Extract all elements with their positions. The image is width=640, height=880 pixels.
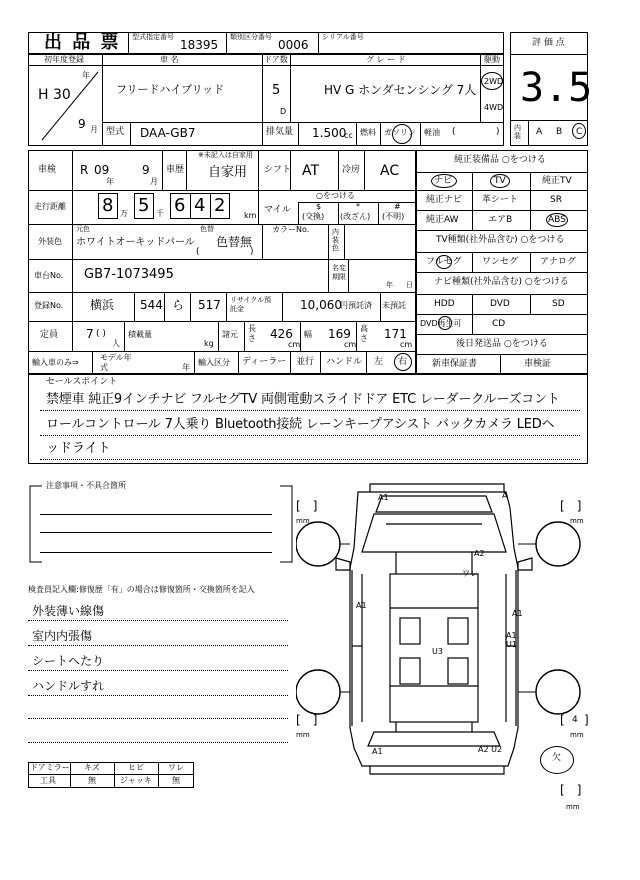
interior-grade-a: A — [536, 127, 543, 137]
navi-cd: CD — [492, 319, 506, 329]
chassis-label: 車台No. — [34, 271, 64, 280]
fuel-paren-right: ) — [496, 127, 500, 137]
note-item-3: シートヘたり — [32, 654, 105, 668]
handle-label: ハンドル — [326, 357, 363, 367]
first-reg-label: 初年度登録 — [44, 55, 84, 64]
equip-abs: ABS — [548, 215, 566, 225]
exchange-label: (交換) — [302, 212, 325, 221]
reg-number: 517 — [198, 298, 221, 312]
grade-label: グ レ ー ド — [366, 55, 406, 64]
import-parallel: 並行 — [296, 357, 315, 367]
legend-crack: ヒビ — [128, 763, 144, 772]
grade-value: HV G ホンダセンシング 7人 — [324, 83, 477, 97]
height-unit: cm — [400, 340, 413, 349]
length-value: 426 — [270, 327, 293, 341]
tv-fullseg-circle — [436, 255, 452, 269]
note-item-1: 外装薄い線傷 — [32, 604, 105, 618]
tv-oneseg: ワンセグ — [482, 257, 519, 267]
inspector-note-label: 検査員記入欄:修復歴「有」の場合は修復箇所・交換箇所を記入 — [28, 585, 255, 594]
tire-rr-value: 4 — [572, 715, 578, 725]
cc-unit: cc — [344, 131, 353, 140]
cooling-value: AC — [380, 163, 400, 179]
page-title: 出 品 票 — [44, 32, 121, 53]
first-reg-year: H 30 — [38, 87, 71, 103]
length-label: 長さ — [248, 324, 256, 343]
sales-line-1: 禁煙車 純正9インチナビ フルセグTV 両側電動スライドドア ETC レーダークルーズコント — [46, 392, 560, 407]
recycle-label: リサイクル預託金 — [230, 296, 272, 313]
equip-tv: TV — [494, 176, 506, 186]
reg-label: 登録No. — [34, 301, 64, 310]
genuine-equip-title: 純正装備品 ○をつける — [454, 155, 546, 165]
later-delivery-title: 後日発送品 ○をつける — [456, 339, 548, 349]
first-reg-month: 9 — [78, 117, 86, 131]
legend-door-mirror: ドアミラー — [30, 763, 70, 772]
tire-rr-unit: mm — [570, 731, 584, 739]
capacity-value: 7 — [86, 327, 94, 341]
mileage-digit-1: 8 — [102, 195, 114, 216]
later-inspection-cert: 車検証 — [524, 359, 552, 369]
navi-dvd-playback-circle — [438, 316, 452, 330]
shift-label: シフト — [264, 165, 292, 175]
inspection-year-mark: 年 — [106, 177, 114, 186]
note-item-2: 室内内張傷 — [32, 629, 93, 643]
fuel-gasoline: ガソリン — [384, 128, 416, 137]
legend-scratch: キズ — [84, 763, 100, 772]
later-warranty: 新車保証書 — [432, 359, 478, 369]
displacement-label: 排気量 — [266, 127, 294, 137]
navi-sd: SD — [552, 299, 565, 309]
inspection-era: R — [80, 163, 89, 177]
mileage-digit-5: 2 — [214, 195, 226, 216]
drive-4wd: 4WD — [484, 103, 504, 112]
tv-type-title: TV種類(社外品含む) ○をつける — [436, 235, 565, 245]
original-color-label: 元色 — [76, 225, 90, 233]
handle-left: 左 — [374, 357, 384, 367]
color-number-label: カラーNo. — [272, 225, 310, 234]
drive-2wd-circle — [481, 72, 503, 90]
width-value: 169 — [328, 327, 351, 341]
equip-genuine-navi: 純正ナビ — [426, 195, 463, 205]
equip-airbag: エアB — [488, 215, 513, 225]
tire-rl-bracket: [] — [296, 713, 330, 727]
legend-jack-value: 無 — [172, 776, 180, 785]
history-note: ※未記入は自家用 — [198, 151, 253, 159]
damage-mark-front-a1: A1 — [378, 493, 389, 502]
history-label: 車歴 — [166, 165, 185, 175]
original-color: ホワイトオーキッドパール — [76, 237, 195, 248]
dollar-mark: $ — [316, 202, 322, 211]
spare-unit: mm — [566, 803, 580, 811]
door-sub: D — [280, 107, 287, 116]
mileage-man: 万 — [120, 209, 128, 218]
mileage-label: 走行距離 — [34, 202, 66, 211]
damage-mark-left-a1: A1 — [356, 601, 367, 610]
equip-genuine-tv: 純正TV — [542, 176, 572, 186]
unknown-mark: # — [394, 202, 401, 211]
repaint-label: 色替 — [200, 225, 214, 233]
doors-label: ドア数 — [264, 55, 288, 64]
name-change-day: 日 — [406, 281, 413, 289]
tamper-mark: * — [356, 202, 360, 211]
tv-fullseg: フルセグ — [426, 257, 462, 267]
legend-tools: 工具 — [40, 776, 56, 785]
tire-rl-unit: mm — [296, 731, 310, 739]
score-value: 3.5 — [520, 65, 593, 111]
import-only-label: 輸入車のみ⇒ — [32, 358, 79, 367]
capacity-unit: 人 — [112, 339, 120, 348]
tire-rr-bracket-close: ] — [584, 713, 589, 727]
fuel-diesel: 軽油 — [424, 128, 440, 137]
tire-rr-bracket: [ — [560, 713, 565, 727]
legend-break: ワレ — [168, 763, 184, 772]
reg-kana: ら — [172, 298, 185, 312]
dimension-label: 諸元 — [222, 330, 238, 339]
tire-fr-unit: mm — [570, 517, 584, 525]
navi-dvd: DVD — [490, 299, 510, 309]
height-value: 171 — [384, 327, 407, 341]
model-label: 型式 — [106, 127, 125, 137]
fuel-paren-left: ( — [452, 127, 456, 137]
equip-sunroof: SR — [550, 195, 562, 205]
drive-label: 駆動 — [484, 55, 500, 64]
fuel-gasoline-circle — [392, 124, 412, 144]
mileage-sen: 千 — [156, 209, 164, 218]
grade-c-circle — [572, 123, 586, 139]
serial-number-label: シリアル番号 — [322, 33, 364, 41]
equip-navi: ナビ — [434, 176, 453, 186]
spare-tire-status: 欠 — [552, 753, 562, 763]
category-number-value: 0006 — [278, 38, 309, 52]
mileage-km: km — [244, 211, 257, 220]
equip-genuine-aw: 純正AW — [426, 215, 459, 225]
mileage-digit-4: 4 — [194, 195, 206, 216]
interior-grade-c: C — [576, 127, 583, 137]
drive-2wd: 2WD — [484, 77, 504, 86]
load-label: 積載量 — [128, 330, 152, 339]
equip-leather: 革シート — [482, 195, 519, 205]
mile-label: マイル — [264, 205, 291, 215]
damage-mark-rear-a2u2: A2 U2 — [478, 745, 503, 754]
mileage-digit-2: 5 — [138, 195, 150, 216]
damage-mark-front-a: A — [502, 491, 508, 500]
load-unit: kg — [204, 339, 214, 348]
reg-class: 544 — [140, 298, 163, 312]
door-count: 5 — [272, 83, 281, 98]
recycle-paid: 円預託済 — [340, 301, 372, 310]
interior-grade-b: B — [556, 127, 563, 137]
first-reg-month-mark: 月 — [90, 125, 98, 134]
capacity-label: 定員 — [40, 330, 59, 340]
caution-label: 注意事項・不具合箇所 — [46, 481, 126, 490]
spare-bracket: [] — [560, 783, 594, 797]
capacity-paren: ( ) — [96, 329, 106, 339]
equip-navi-circle — [431, 174, 457, 188]
navi-type-title: ナビ種類(社外品含む) ○をつける — [434, 277, 569, 287]
recycle-unpaid: 未預託 — [382, 301, 406, 310]
model-year-label: モデル年式 — [100, 353, 132, 372]
sales-points-label: セールスポイント — [46, 377, 118, 387]
damage-mark-right-door-u1: U1 — [506, 640, 517, 649]
length-unit: cm — [288, 340, 301, 349]
height-label: 高さ — [360, 324, 368, 343]
model-year-mark: 年 — [182, 363, 190, 372]
tire-fl-unit: mm — [296, 517, 310, 525]
mileage-digit-3: 6 — [174, 195, 186, 216]
type-designation-value: 18395 — [180, 38, 219, 52]
sales-line-2: ロールコントロール 7人乗り Bluetooth接続 レーンキープアシスト バックカメラ LEDヘ — [46, 417, 555, 432]
note-item-4: ハンドルすれ — [32, 679, 105, 693]
import-kind-label: 輸入区分 — [198, 358, 230, 367]
sales-line-3: ッドライト — [46, 441, 111, 456]
displacement-value: 1.500 — [312, 126, 347, 140]
damage-mark-rear-a1: A1 — [372, 747, 383, 756]
repaint-paren-left: ( — [196, 247, 200, 257]
import-dealer: ディーラー — [242, 357, 287, 367]
inspection-month-mark: 月 — [150, 177, 158, 186]
mark-instruction: ○をつける — [316, 191, 355, 200]
damage-mark-right-door-a1: A1 — [506, 631, 517, 640]
damage-mark-front-right-ware: ワレ — [462, 569, 478, 578]
navi-hdd: HDD — [434, 299, 455, 309]
reg-city: 横浜 — [90, 298, 115, 312]
exterior-color-label: 外装色 — [38, 237, 62, 246]
legend-tools-value: 無 — [88, 776, 96, 785]
inspection-month: 9 — [142, 163, 150, 177]
type-designation-label: 型式指定番号 — [132, 33, 174, 41]
damage-mark-roof-u3: U3 — [432, 647, 443, 656]
interior-color-label: 内装色 — [332, 228, 339, 252]
equip-tv-circle — [490, 174, 510, 188]
inspection-label: 車検 — [38, 165, 57, 175]
car-name-label: 車 名 — [160, 55, 179, 64]
inspection-year: 09 — [94, 163, 110, 177]
category-number-label: 類別区分番号 — [230, 33, 272, 41]
tire-fr-bracket: [] — [560, 499, 594, 513]
width-label: 幅 — [304, 330, 312, 339]
name-change-year: 年 — [386, 281, 393, 289]
chassis-number: GB7-1073495 — [84, 267, 174, 282]
car-name: フリードハイブリッド — [116, 83, 225, 96]
tire-fl-bracket: [] — [296, 499, 330, 513]
tv-analog: アナログ — [540, 257, 577, 267]
interior-grade-label: 内装 — [514, 124, 521, 140]
navi-dvd-playback: DVD再生可 — [420, 319, 462, 328]
equip-abs-circle — [546, 213, 568, 227]
recycle-amount: 10,060 — [300, 298, 342, 312]
damage-mark-front-right-a2: A2 — [474, 549, 485, 558]
cooling-label: 冷房 — [342, 165, 361, 175]
tamper-label: (改ざん) — [340, 212, 371, 221]
fuel-label: 燃料 — [360, 128, 376, 137]
history-value: 自家用 — [208, 165, 248, 180]
repaint-paren-right: ) — [250, 247, 254, 257]
name-change-label: 名変期限 — [332, 264, 346, 281]
model-value: DAA-GB7 — [140, 126, 196, 140]
handle-right-circle — [394, 353, 412, 371]
legend-jack: ジャッキ — [120, 776, 152, 785]
era-year-mark: 年 — [82, 71, 90, 80]
shift-value: AT — [302, 163, 320, 179]
repaint-value: 色替無 — [216, 235, 253, 249]
damage-mark-right-a1: A1 — [512, 609, 523, 618]
score-label: 評 価 点 — [532, 38, 565, 48]
handle-right: 右 — [398, 357, 408, 367]
unknown-label: (不明) — [382, 212, 405, 221]
width-unit: cm — [344, 340, 357, 349]
